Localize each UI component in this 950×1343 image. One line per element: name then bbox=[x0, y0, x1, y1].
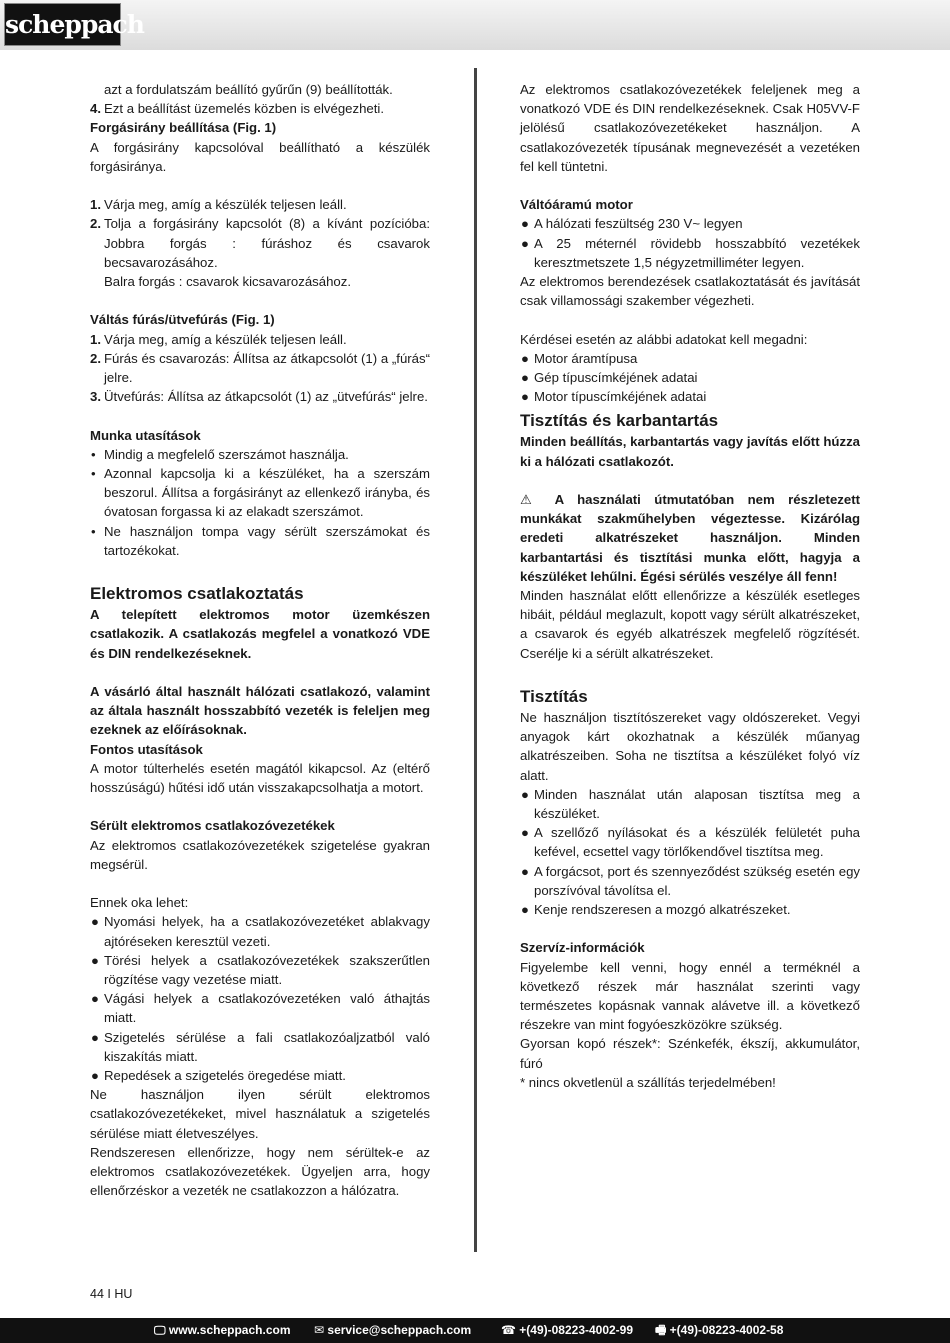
bullet-list-item bbox=[90, 1028, 430, 1066]
paragraph: Az elektromos csatlakozóvezetékek szigetelése gyakran megsérül. bbox=[90, 837, 430, 872]
bullet-list-item bbox=[520, 349, 860, 368]
list-number: 2. bbox=[90, 216, 101, 232]
bullet-icon: ● bbox=[91, 1029, 99, 1045]
list-item-text: Motor típuscímkéjének adatai bbox=[534, 389, 707, 405]
indented-text: Balra forgás : csavarok kicsavarozásához. bbox=[104, 274, 352, 290]
list-item-text: Nyomási helyek, ha a csatlakozóvezetéket ablakvagy ajtóréseken keresztül vezeti. bbox=[104, 914, 430, 949]
paragraph: Az elektromos berendezések csatlakoztatását és javítását csak villamossági szakember végezheti. bbox=[520, 274, 860, 309]
left-column bbox=[90, 80, 430, 1200]
list-number: 4. bbox=[90, 101, 101, 117]
paragraph: Minden használat előtt ellenőrizze a készülék esetleges hibáit, például meglazult, kopott vagy sérült alkatrészeket, a csavarok és egyéb alkatrészek megfelelő rögzítését. Cserélje ki a sérült alkatrészeket. bbox=[520, 588, 860, 661]
bold-paragraph: A telepített elektromos motor üzemkészen csatlakozik. A csatlakozás megfelel a vonatkozó VDE és DIN rendelkezéseknek. bbox=[90, 607, 430, 661]
spacer bbox=[90, 291, 430, 310]
numbered-list-item bbox=[90, 349, 430, 387]
bullet-icon: ● bbox=[521, 235, 529, 251]
paragraph: Kérdései esetén az alábbi adatokat kell megadni: bbox=[520, 331, 808, 347]
list-item-text: Repedések a szigetelés öregedése miatt. bbox=[104, 1068, 346, 1084]
subheading: Forgásirány beállítása (Fig. 1) bbox=[90, 120, 277, 136]
spacer bbox=[90, 874, 430, 893]
list-item-text: Ne használjon tompa vagy sérült szerszámokat és tartozékokat. bbox=[104, 523, 430, 558]
numbered-list-item bbox=[90, 214, 430, 272]
bullet-icon: • bbox=[91, 523, 96, 539]
list-item-text: Ezt a beállítást üzemelés közben is elvégezheti. bbox=[104, 101, 385, 117]
bullet-list-item bbox=[520, 387, 860, 406]
page-footer bbox=[0, 1318, 950, 1343]
spacer bbox=[520, 176, 860, 195]
list-item-text: Azonnal kapcsolja ki a készüléket, ha a szerszám beszorul. Állítsa a forgásirányt az ellenkező irányba, és óvatosan forgassa ki az elakadt szerszámot. bbox=[104, 466, 430, 520]
bullet-list-item bbox=[90, 912, 430, 950]
list-number: 2. bbox=[90, 350, 101, 366]
bullet-list-item bbox=[520, 823, 860, 861]
list-item-text: A hálózati feszültség 230 V~ legyen bbox=[534, 216, 743, 232]
list-item-text: Mindig a megfelelő szerszámot használja. bbox=[104, 446, 349, 462]
bullet-icon: ● bbox=[521, 216, 529, 232]
list-number: 3. bbox=[90, 389, 101, 405]
bullet-list-item bbox=[520, 368, 860, 387]
indented-text: azt a fordulatszám beállító gyűrűn (9) beállították. bbox=[104, 82, 393, 97]
spacer bbox=[520, 471, 860, 490]
bold-paragraph: A vásárló által használt hálózati csatlakozó, valamint az általa használt hosszabbító vezeték is feleljen meg ezeknek az előírásoknak. bbox=[90, 684, 430, 738]
bullet-icon: ● bbox=[521, 863, 529, 879]
bullet-icon: ● bbox=[521, 902, 529, 918]
bullet-icon: ● bbox=[521, 825, 529, 841]
footer-fax: 🖷 +(49)-08223-4002-58 bbox=[655, 1323, 784, 1337]
subheading: Váltóáramú motor bbox=[520, 197, 633, 213]
paragraph: Az elektromos csatlakozóvezetékek feleljenek meg a vonatkozó VDE és DIN rendelkezéseknek. Csak H05VV-F jelölésű csatlakozóvezetékeket használjon. A csatlakozóvezeték típusának megnevezését a vezetéken fel kell tüntetni. bbox=[520, 82, 860, 174]
bullet-icon: • bbox=[91, 466, 96, 482]
bullet-list-item bbox=[90, 445, 430, 464]
paragraph: A motor túlterhelés esetén magától kikapcsol. Az (eltérő hosszúságú) hűtési idő után visszakapcsolhatja a motort. bbox=[90, 760, 430, 796]
bullet-icon: ● bbox=[521, 370, 529, 386]
list-number: 1. bbox=[90, 197, 101, 213]
numbered-list-item bbox=[90, 195, 430, 214]
bullet-icon: ● bbox=[91, 1068, 99, 1084]
bullet-icon: ● bbox=[521, 350, 529, 366]
list-item-text: Motor áramtípusa bbox=[534, 350, 638, 366]
bullet-list-item bbox=[520, 214, 860, 233]
section-heading: Elektromos csatlakoztatás bbox=[90, 584, 304, 604]
spacer bbox=[90, 176, 430, 195]
spacer bbox=[520, 310, 860, 329]
bold-paragraph: ⚠ A használati útmutatóban nem részletezett munkákat szakműhelyben végeztesse. Kizárólag eredeti alkatrészeket használjon. Minden karbantartási és tisztítási munka előtt, hagyja a készüléket lehűlni. Égési sérülés veszélye áll fenn! bbox=[520, 492, 860, 584]
list-item-text: A 25 méternél rövidebb hosszabbító vezetékek keresztmetszete 1,5 négyzetmilliméter legyen. bbox=[534, 235, 860, 270]
list-item-text: Szigetelés sérülése a fali csatlakozóaljzatból való kiszakítás miatt. bbox=[104, 1029, 430, 1064]
bullet-list-item bbox=[520, 785, 860, 823]
bullet-list-item bbox=[90, 951, 430, 989]
bullet-list-item bbox=[520, 234, 860, 272]
list-item-text: Gép típuscímkéjének adatai bbox=[534, 370, 698, 386]
bullet-icon: ● bbox=[91, 991, 99, 1007]
bullet-icon: ● bbox=[91, 952, 99, 968]
page-number: 44 I HU bbox=[90, 1287, 133, 1301]
list-item-text: Tolja a forgásirány kapcsolót (8) a kívánt pozícióba: Jobbra forgás : fúráshoz és csavarok becsavarozásához. bbox=[104, 216, 430, 270]
bullet-list-item bbox=[520, 900, 860, 919]
subheading: Szervíz-információk bbox=[520, 940, 645, 956]
subheading: Váltás fúrás/ütvefúrás (Fig. 1) bbox=[90, 312, 275, 328]
footer-email: ✉ service@scheppach.com bbox=[314, 1323, 472, 1337]
bullet-list-item bbox=[90, 522, 430, 560]
spacer bbox=[90, 797, 430, 816]
paragraph: * nincs okvetlenül a szállítás terjedelmében! bbox=[520, 1074, 776, 1090]
paragraph: Ne használjon ilyen sérült elektromos csatlakozóvezetékeket, mivel használatuk a szigetelés sérülése miatt életveszélyes. bbox=[90, 1087, 430, 1141]
list-item-text: Vágási helyek a csatlakozóvezetéken való áthajtás miatt. bbox=[104, 991, 430, 1026]
section-heading: Tisztítás bbox=[520, 687, 588, 707]
bullet-list-item bbox=[90, 464, 430, 522]
numbered-list-item bbox=[90, 387, 430, 406]
bullet-icon: ● bbox=[91, 914, 99, 930]
spacer bbox=[520, 919, 860, 938]
right-column bbox=[520, 80, 860, 1092]
bullet-list-item bbox=[90, 1066, 430, 1085]
paragraph: Ennek oka lehet: bbox=[90, 895, 189, 911]
footer-phone: ☎ +(49)-08223-4002-99 bbox=[501, 1323, 634, 1337]
bullet-icon: ● bbox=[521, 786, 529, 802]
page-header bbox=[0, 0, 950, 50]
bullet-list-item bbox=[90, 989, 430, 1027]
bullet-icon: • bbox=[91, 446, 96, 462]
list-number: 1. bbox=[90, 331, 101, 347]
spacer bbox=[90, 560, 430, 579]
numbered-list-item bbox=[90, 330, 430, 349]
spacer bbox=[90, 663, 430, 682]
list-item-text: Törési helyek a csatlakozóvezetékek szakszerűtlen rögzítése vagy vezetése miatt. bbox=[104, 952, 430, 988]
list-item-text: Várja meg, amíg a készülék teljesen leáll. bbox=[104, 197, 347, 213]
bullet-icon: ● bbox=[521, 389, 529, 405]
spacer bbox=[520, 663, 860, 682]
numbered-list-item bbox=[90, 99, 430, 118]
paragraph: Figyelembe kell venni, hogy ennél a terméknél a következő részek már használat szerinti vagy természetes kopásnak vannak alávetve ill. a következő részekre van mint fogyóeszközökre szükség. bbox=[520, 959, 860, 1033]
list-item-text: Minden használat után alaposan tisztítsa meg a készüléket. bbox=[534, 786, 860, 822]
section-heading: Tisztítás és karbantartás bbox=[520, 411, 719, 431]
paragraph: Gyorsan kopó részek*: Szénkefék, ékszíj, akkumulátor, fúró bbox=[520, 1036, 860, 1071]
subheading: Sérült elektromos csatlakozóvezetékek bbox=[90, 818, 335, 834]
list-item-text: Fúrás és csavarozás: Állítsa az átkapcsolót (1) a „fúrás“ jelre. bbox=[104, 350, 430, 386]
footer-website: 🖵 www.scheppach.com bbox=[154, 1323, 291, 1337]
bullet-list-item bbox=[520, 862, 860, 900]
paragraph: A forgásirány kapcsolóval beállítható a készülék forgásiránya. bbox=[90, 139, 430, 174]
list-item-text: A szellőző nyílásokat és a készülék felületét puha kefével, ecsettel vagy törlőkendővel tisztítsa meg. bbox=[534, 825, 860, 860]
list-item-text: Ütvefúrás: Állítsa az átkapcsolót (1) az „ütvefúrás“ jelre. bbox=[104, 389, 428, 405]
subheading: Munka utasítások bbox=[90, 427, 201, 443]
bold-paragraph: Minden beállítás, karbantartás vagy javítás előtt húzza ki a hálózati csatlakozót. bbox=[520, 434, 860, 469]
list-item-text: Várja meg, amíg a készülék teljesen leáll. bbox=[104, 331, 347, 347]
list-item-text: A forgácsot, port és szennyeződést szükség esetén egy porszívóval távolítsa el. bbox=[534, 863, 860, 898]
spacer bbox=[90, 406, 430, 425]
list-item-text: Kenje rendszeresen a mozgó alkatrészeket. bbox=[534, 902, 791, 918]
column-divider bbox=[474, 68, 477, 1252]
paragraph: Rendszeresen ellenőrizze, hogy nem sérültek-e az elektromos csatlakozóvezetékek. Ügyeljen arra, hogy ellenőrzéskor a vezeték ne csatlakozzon a hálózatra. bbox=[90, 1144, 430, 1199]
paragraph: Ne használjon tisztítószereket vagy oldószereket. Vegyi anyagok kárt okozhatnak a készülék műanyag alkatrészeiben. Soha ne tisztítsa a készüléket folyó víz alatt. bbox=[520, 710, 860, 783]
scheppach-logo: scheppach bbox=[4, 3, 121, 46]
subheading: Fontos utasítások bbox=[90, 741, 203, 757]
